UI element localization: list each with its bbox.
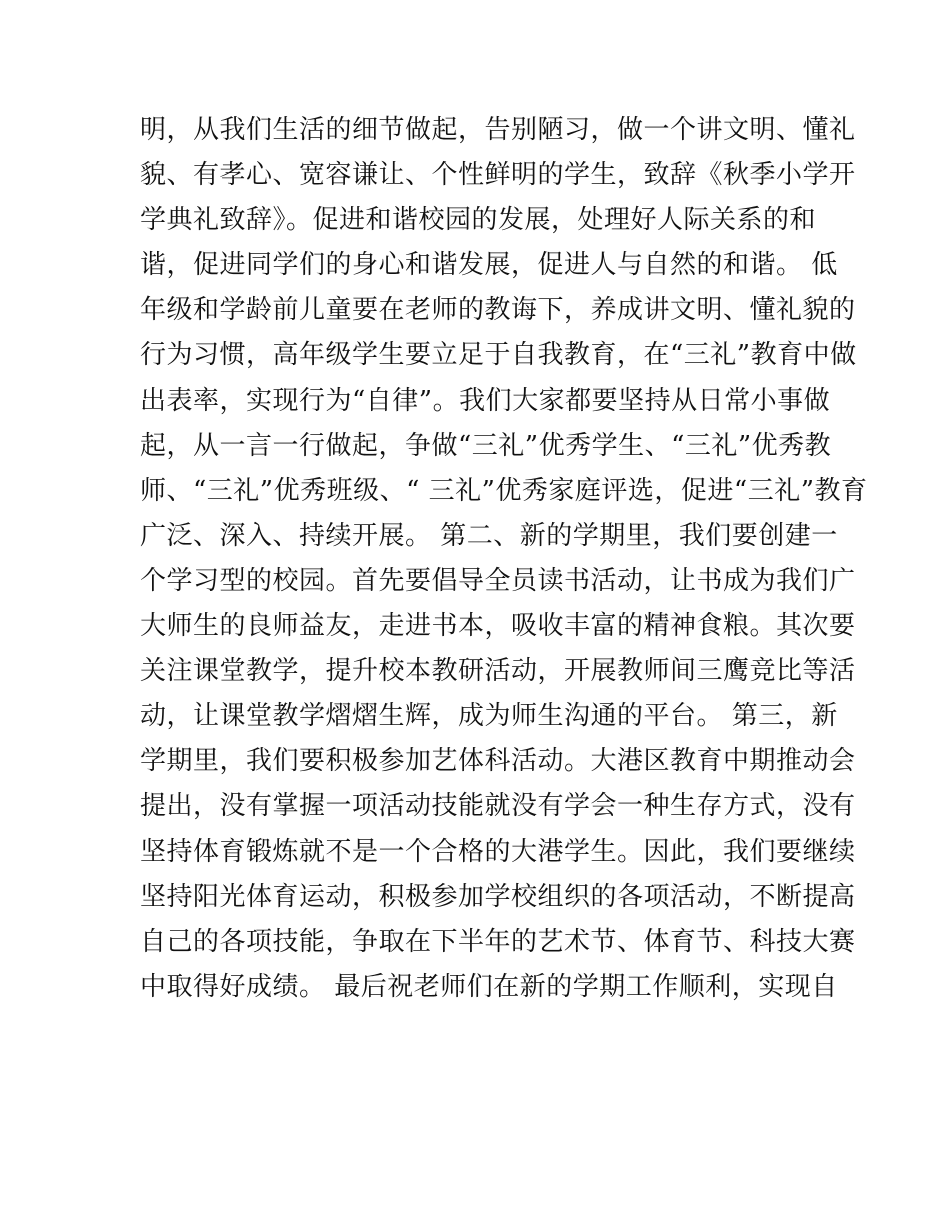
body-text	[140, 108, 868, 1010]
text-line: 明，从我们生活的细节做起，告别陋习，做一个讲文明、懂礼	[140, 115, 856, 145]
text-line: 个学习型的校园。首先要倡导全员读书活动，让书成为我们广	[140, 565, 856, 596]
text-line: 谐，促进同学们的身心和谐发展，促进人与自然的和谐。 低	[140, 250, 838, 281]
text-line: 中取得好成绩。 最后祝老师们在新的学期工作顺利，实现自	[140, 971, 838, 1002]
text-line: 广泛、深入、持续开展。 第二、新的学期里，我们要创建一	[140, 520, 838, 551]
text-line: 年级和学龄前儿童要在老师的教诲下，养成讲文明、懂礼貌的	[140, 295, 856, 326]
text-line: 学期里，我们要积极参加艺体科活动。大港区教育中期推动会	[140, 746, 856, 777]
text-line: 起，从一言一行做起，争做“三礼”优秀学生、“三礼”优秀教	[140, 430, 832, 461]
text-line: 关注课堂教学，提升校本教研活动，开展教师间三鹰竞比等活	[140, 656, 856, 687]
text-line: 学典礼致辞》。促进和谐校园的发展，处理好人际关系的和	[140, 205, 817, 236]
text-line: 坚持体育锻炼就不是一个合格的大港学生。因此，我们要继续	[140, 836, 856, 867]
text-line: 行为习惯，高年级学生要立足于自我教育，在“三礼”教育中做	[140, 340, 857, 371]
text-line: 大师生的良师益友，走进书本，吸收丰富的精神食粮。其次要	[140, 611, 856, 642]
text-line: 貌、有孝心、宽容谦让、个性鲜明的学生，致辞《秋季小学开	[140, 160, 856, 191]
text-line: 动，让课堂教学熠熠生辉，成为师生沟通的平台。 第三，新	[140, 701, 838, 732]
text-line: 坚持阳光体育运动，积极参加学校组织的各项活动，不断提高	[140, 881, 856, 912]
text-line: 自己的各项技能，争取在下半年的艺术节、体育节、科技大赛	[140, 926, 856, 957]
text-line: 提出，没有掌握一项活动技能就没有学会一种生存方式，没有	[140, 791, 856, 822]
text-line: 师、“三礼”优秀班级、“ 三礼”优秀家庭评选，促进“三礼”教育	[140, 475, 868, 506]
text-line: 出表率，实现行为“自律”。我们大家都要坚持从日常小事做	[140, 385, 831, 416]
